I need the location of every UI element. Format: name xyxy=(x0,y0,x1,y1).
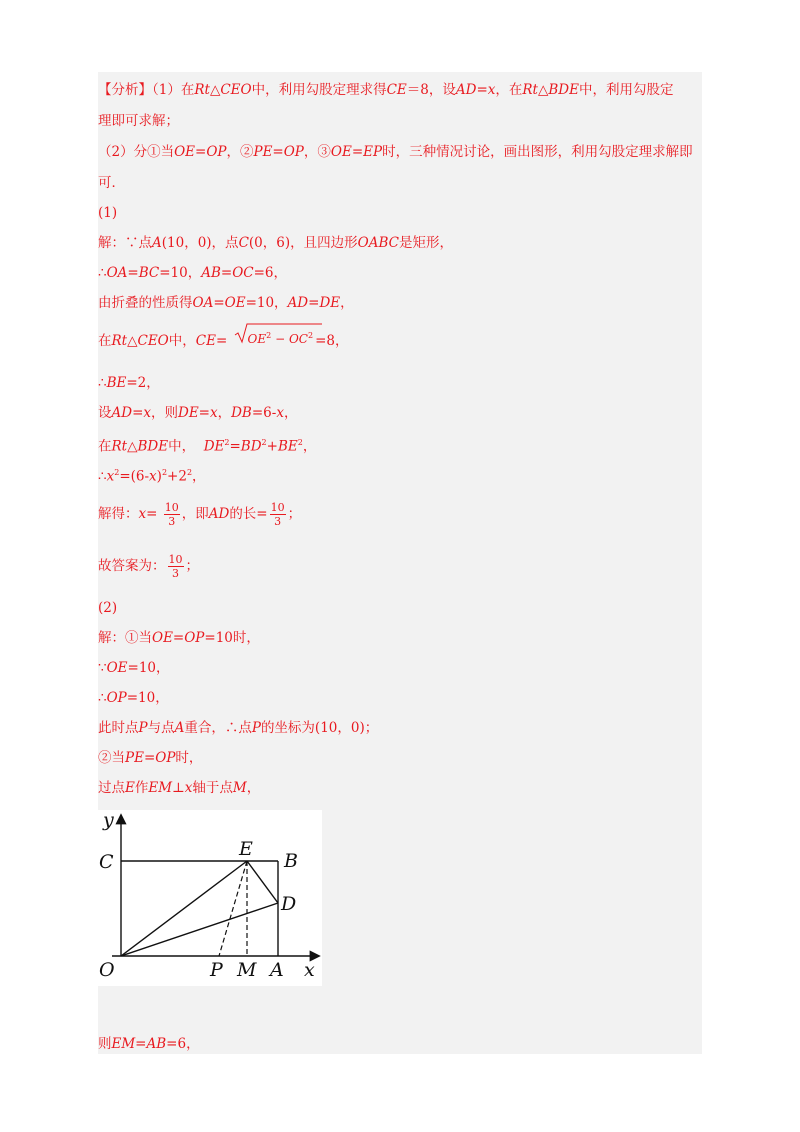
label-B: B xyxy=(284,850,298,872)
fraction-ad: $\frac{10}{3}$ xyxy=(270,501,285,528)
label-O: O xyxy=(99,959,115,981)
part1-step-7: 在Rt△BDE中， $DE^2=BD^2+BE^2$， xyxy=(98,438,317,455)
fraction-x: $\frac{10}{3}$ xyxy=(164,501,179,528)
analysis-line-4: 可． xyxy=(98,175,125,191)
part2-step-2: ∵OE=10， xyxy=(98,660,170,676)
analysis-line-1: 【分析】（1）在Rt△CEO中，利用勾股定理求得CE＝8，设AD=x，在Rt△BDE中，利用勾股定 xyxy=(98,82,674,98)
part1-label: (1) xyxy=(98,205,118,221)
label-E: E xyxy=(239,838,253,860)
fraction-answer: $\frac{10}{3}$ xyxy=(168,553,183,580)
analysis-line-3: （2）分①当OE=OP，②PE=OP，③OE=EP时，三种情况讨论，画出图形，利用勾股定理求解即 xyxy=(98,144,693,160)
segment-EP xyxy=(219,861,247,956)
sqrt-expression: $OE^2 - OC^2$ xyxy=(232,322,316,349)
part2-step-5: ②当PE=OP时， xyxy=(98,750,203,766)
segment-OD xyxy=(121,903,278,956)
part1-step-8: $\therefore x^2=(6-x)^2+2^2$， xyxy=(98,468,206,485)
part1-step-5: ∴BE=2， xyxy=(98,375,160,391)
segment-OE xyxy=(121,861,247,956)
label-y: y xyxy=(103,810,114,831)
part2-label: (2) xyxy=(98,600,118,616)
part1-step-1: 解：∵点A(10，0)，点C(0，6)，且四边形OABC是矩形， xyxy=(98,235,453,251)
label-C: C xyxy=(99,851,114,873)
figure-svg xyxy=(98,810,322,986)
part1-step-4: 在Rt△CEO中，CE= $OE^2 - OC^2 =8$， xyxy=(98,328,349,355)
segment-ED xyxy=(247,861,278,903)
part2-step-4: 此时点P与点A重合，∴点P的坐标为(10，0)； xyxy=(98,720,379,736)
part2-step-3: ∴OP=10， xyxy=(98,690,169,706)
part2-step-1: 解：①当OE=OP=10时， xyxy=(98,630,260,646)
radical-sign-icon xyxy=(234,322,322,344)
analysis-tag: 【分析】 xyxy=(98,82,152,98)
label-P: P xyxy=(210,959,223,981)
label-M: M xyxy=(237,959,257,981)
part1-answer: 故答案为： $\frac{10}{3}$ ； xyxy=(98,553,199,580)
part1-step-3: 由折叠的性质得OA=OE=10，AD=DE， xyxy=(98,295,354,311)
geometry-figure xyxy=(98,810,322,986)
analysis-line-2: 理即可求解； xyxy=(98,113,179,129)
part1-step-9: 解得：x= $\frac{10}{3}$ ，即AD的长= $\frac{10}{3}$ ； xyxy=(98,501,302,528)
part2-step-6: 过点E作EM⊥x轴于点M， xyxy=(98,780,261,796)
part2-step-7: 则EM=AB=6， xyxy=(98,1036,200,1052)
part1-step-6: 设AD=x，则DE=x，DB=6-x， xyxy=(98,405,298,421)
label-D: D xyxy=(281,893,297,915)
part1-step-2: ∴OA=BC=10，AB=OC=6， xyxy=(98,265,288,281)
label-x: x xyxy=(304,959,315,981)
label-A: A xyxy=(270,959,284,981)
